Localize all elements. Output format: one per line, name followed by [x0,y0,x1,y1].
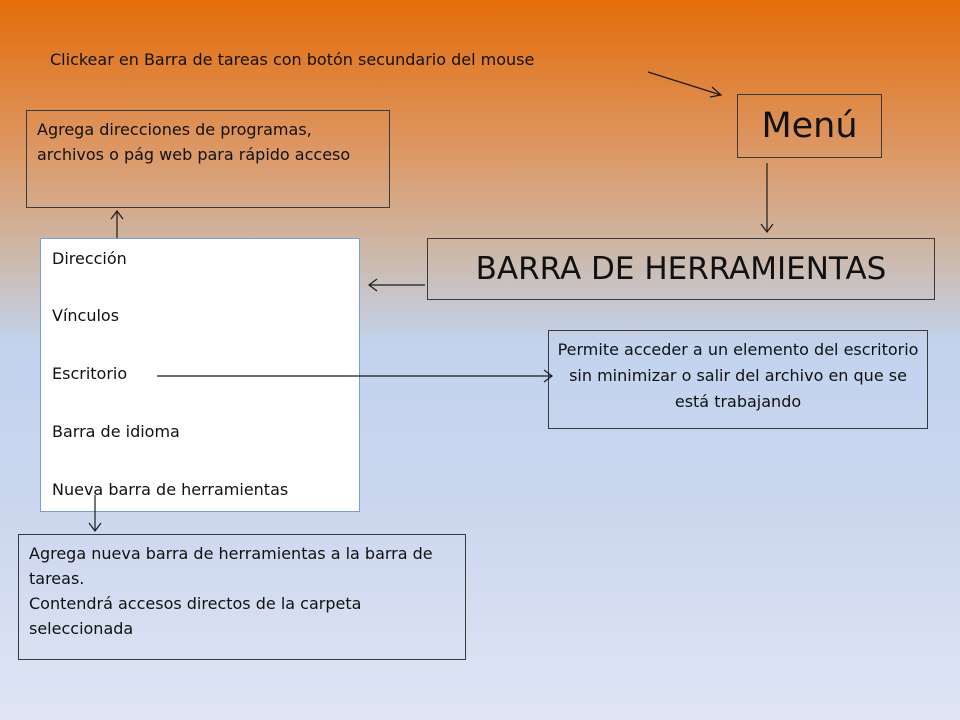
option-vinculos: Vínculos [52,306,120,325]
option-nueva-barra: Nueva barra de herramientas [52,480,289,499]
arrow-instruction-to-menu [648,72,721,95]
option-barra-idioma: Barra de idioma [52,422,180,441]
option-escritorio: Escritorio [52,364,128,383]
links-description: Agrega direcciones de programas, archivos o pág web para rápido acceso [37,120,351,164]
instruction-text: Clickear en Barra de tareas con botón secundario del mouse [50,50,535,69]
option-direccion: Dirección [52,249,127,268]
new-toolbar-description-line1: Agrega nueva barra de herramientas a la barra de tareas. [29,544,433,588]
desktop-description: Permite acceder a un elemento del escritorio sin minimizar o salir del archivo en que se está trabajando [557,340,919,411]
new-toolbar-description-line2: Contendrá accesos directos de la carpeta seleccionada [29,594,362,638]
toolbar-label: BARRA DE HERRAMIENTAS [475,251,887,287]
menu-label: Menú [761,106,858,146]
